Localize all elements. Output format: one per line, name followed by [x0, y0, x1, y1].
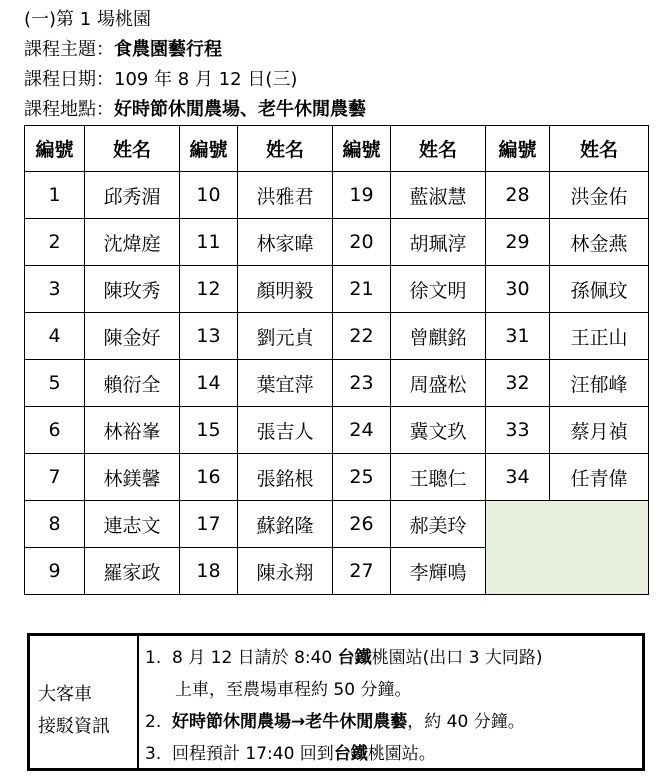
bus-item3-number: 3.: [145, 744, 162, 764]
member-name: 徐文明: [391, 266, 486, 313]
header-number: 編號: [180, 126, 238, 172]
bus-item1-number: 1.: [145, 648, 162, 668]
member-name: 王正山: [550, 313, 649, 360]
course-place-value: 好時節休閒農場、老牛休閒農藝: [114, 99, 366, 120]
bus-item2: [172, 710, 525, 734]
bus-info-label-cell: [30, 636, 139, 768]
member-number: 12: [180, 266, 238, 313]
member-name: 王聰仁: [391, 454, 486, 501]
empty-cell: [486, 501, 649, 595]
member-number: 24: [333, 407, 391, 454]
member-number: 8: [25, 501, 85, 548]
bus-item1-continued: 上車，至農場車程約 50 分鐘。: [175, 680, 412, 700]
table-row: [25, 172, 649, 219]
member-number: 5: [25, 360, 85, 407]
course-topic-label: 課程主題：: [24, 39, 114, 60]
member-number: 2: [25, 219, 85, 266]
member-number: 34: [486, 454, 550, 501]
table-row: [25, 360, 649, 407]
member-number: 26: [333, 501, 391, 548]
member-number: 6: [25, 407, 85, 454]
member-number: 27: [333, 548, 391, 595]
header-number: 編號: [25, 126, 85, 172]
member-number: 32: [486, 360, 550, 407]
member-name: 張吉人: [238, 407, 333, 454]
member-name: 羅家政: [85, 548, 180, 595]
member-name: 陳玫秀: [85, 266, 180, 313]
member-name: 藍淑慧: [391, 172, 486, 219]
course-place-label: 課程地點：: [24, 99, 114, 120]
table-row: [25, 407, 649, 454]
course-date: [24, 68, 297, 92]
bus-info-box: [27, 633, 645, 771]
bus-item1-text-c: 桃園站(出口 3 大同路): [371, 648, 543, 668]
member-number: 25: [333, 454, 391, 501]
member-number: 22: [333, 313, 391, 360]
member-number: 28: [486, 172, 550, 219]
member-name: 曾麒銘: [391, 313, 486, 360]
member-number: 13: [180, 313, 238, 360]
member-number: 3: [25, 266, 85, 313]
member-name: 顏明毅: [238, 266, 333, 313]
member-name: 任青偉: [550, 454, 649, 501]
member-number: 1: [25, 172, 85, 219]
session-title: [24, 8, 151, 32]
roster-table: [24, 125, 649, 595]
bus-item3-text-a: 回程預計 17:40 回到: [172, 744, 334, 764]
header-number: 編號: [333, 126, 391, 172]
member-name: 邱秀湄: [85, 172, 180, 219]
member-name: 連志文: [85, 501, 180, 548]
bus-item1-text-a: 8 月 12 日請於 8:40: [172, 648, 338, 668]
header-name: 姓名: [391, 126, 486, 172]
member-name: 賴衍全: [85, 360, 180, 407]
member-number: 17: [180, 501, 238, 548]
bus-item2-text-a: 好時節休閒農場→老牛休閒農藝: [172, 712, 408, 732]
course-topic: [24, 38, 222, 62]
member-number: 4: [25, 313, 85, 360]
member-number: 11: [180, 219, 238, 266]
member-name: 劉元貞: [238, 313, 333, 360]
member-number: 14: [180, 360, 238, 407]
member-name: 孫佩玟: [550, 266, 649, 313]
member-name: 陳金好: [85, 313, 180, 360]
member-name: 林金燕: [550, 219, 649, 266]
member-number: 20: [333, 219, 391, 266]
member-number: 15: [180, 407, 238, 454]
member-number: 33: [486, 407, 550, 454]
member-number: 18: [180, 548, 238, 595]
course-place: [24, 98, 366, 122]
member-number: 16: [180, 454, 238, 501]
member-number: 21: [333, 266, 391, 313]
member-name: 林裕峯: [85, 407, 180, 454]
member-number: 29: [486, 219, 550, 266]
member-name: 沈煒庭: [85, 219, 180, 266]
member-number: 7: [25, 454, 85, 501]
member-name: 陳永翔: [238, 548, 333, 595]
bus-item2-text-b: ，約 40 分鐘。: [407, 712, 525, 732]
course-date-value: 109 年 8 月 12 日(三): [114, 69, 298, 90]
bus-label-line2: 接駁資訊: [38, 716, 110, 737]
bus-item1-text-b: 台鐵: [337, 648, 372, 668]
member-name: 蘇銘隆: [238, 501, 333, 548]
bus-item3-text-c: 桃園站。: [367, 744, 436, 764]
member-name: 胡珮淳: [391, 219, 486, 266]
member-name: 張銘根: [238, 454, 333, 501]
header-number: 編號: [486, 126, 550, 172]
table-row: [25, 454, 649, 501]
member-name: 汪郁峰: [550, 360, 649, 407]
header-name: 姓名: [85, 126, 180, 172]
member-number: 23: [333, 360, 391, 407]
member-name: 林鎂馨: [85, 454, 180, 501]
member-name: 李輝鳴: [391, 548, 486, 595]
member-name: 洪金佑: [550, 172, 649, 219]
member-number: 30: [486, 266, 550, 313]
header-name: 姓名: [550, 126, 649, 172]
bus-item1: [172, 646, 543, 670]
table-row: [25, 313, 649, 360]
member-name: 林家暐: [238, 219, 333, 266]
member-name: 葉宜萍: [238, 360, 333, 407]
table-row: [25, 219, 649, 266]
session-title-text: (一)第 1 場桃園: [24, 9, 151, 30]
bus-item2-number: 2.: [145, 712, 162, 732]
member-name: 周盛松: [391, 360, 486, 407]
bus-item3: [172, 742, 436, 766]
course-topic-value: 食農園藝行程: [114, 39, 222, 60]
member-name: 冀文玖: [391, 407, 486, 454]
bus-label-line1: 大客車: [38, 684, 92, 705]
roster-header-row: [25, 126, 649, 172]
member-name: 蔡月禎: [550, 407, 649, 454]
member-number: 10: [180, 172, 238, 219]
member-number: 9: [25, 548, 85, 595]
member-number: 19: [333, 172, 391, 219]
header-name: 姓名: [238, 126, 333, 172]
course-date-label: 課程日期：: [24, 69, 114, 90]
member-name: 洪雅君: [238, 172, 333, 219]
table-row: [25, 266, 649, 313]
table-row: [25, 501, 649, 548]
bus-item3-text-b: 台鐵: [333, 744, 368, 764]
member-number: 31: [486, 313, 550, 360]
member-name: 郝美玲: [391, 501, 486, 548]
